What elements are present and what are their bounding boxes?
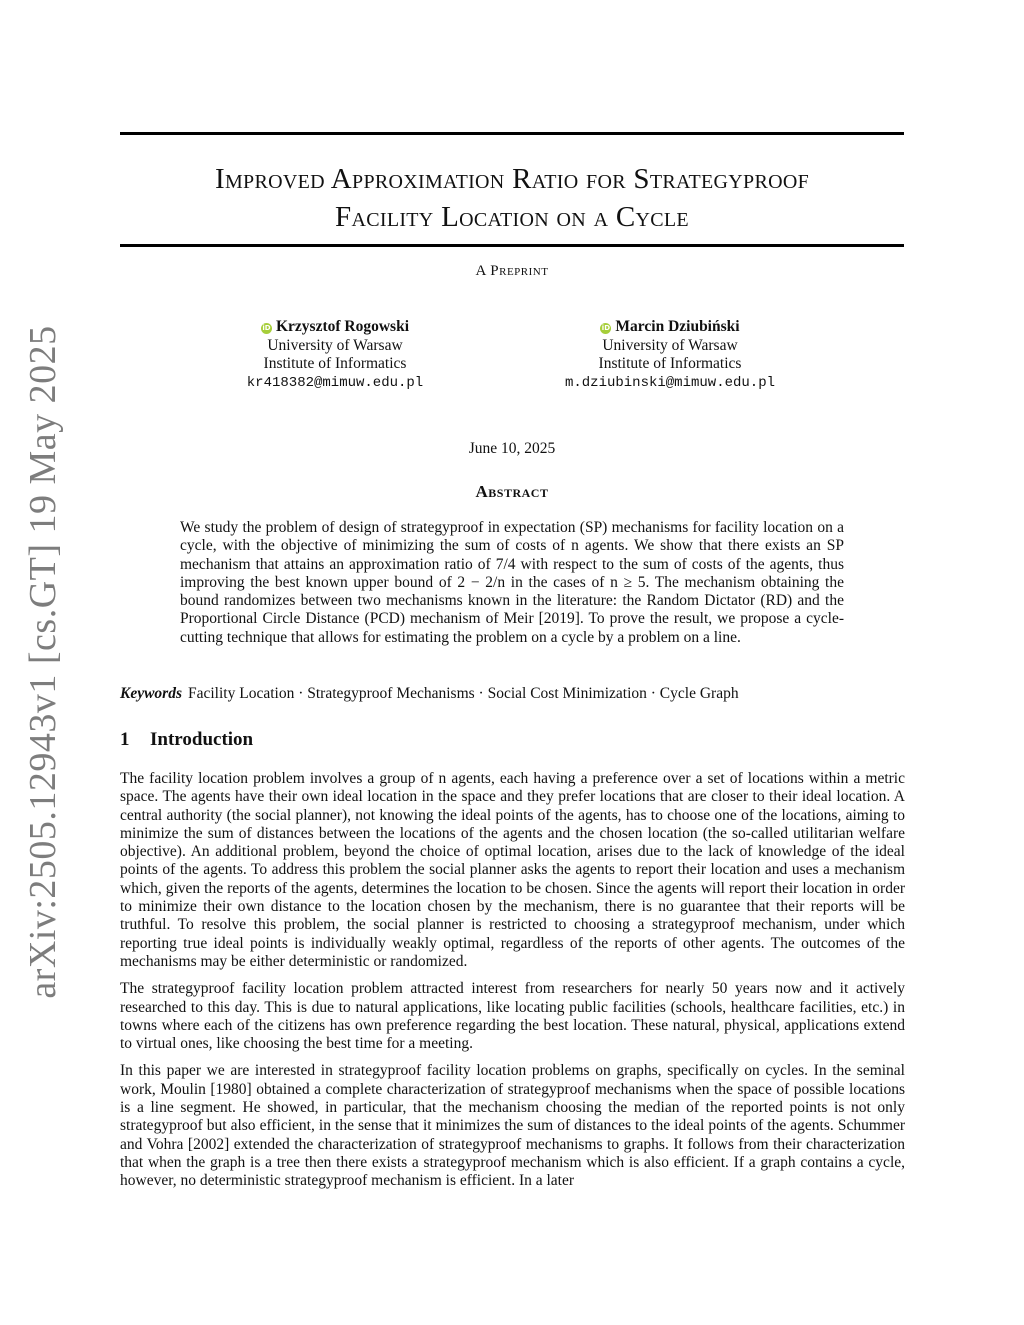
publication-date: June 10, 2025 [468,440,556,457]
author-name: Marcin Dziubiński [615,318,740,335]
orcid-icon[interactable]: iD [601,324,611,332]
section-number: 1 [120,729,130,750]
author-email[interactable]: m.dziubinski@mimuw.edu.pl [564,374,776,391]
author-email[interactable]: kr418382@mimuw.edu.pl [246,374,424,391]
author-institute: Institute of Informatics [263,355,407,372]
title-top-rule [120,132,904,135]
orcid-icon[interactable]: iD [262,324,271,332]
author-affiliation: University of Warsaw [602,336,738,354]
author-block-2 [520,318,820,392]
preprint-label: A Preprint [475,263,549,279]
author-affiliation: University of Warsaw [267,336,403,354]
paragraph: The facility location problem involves a group of n agents, each having a preference over a set of locations within a metric space. The agents have their own ideal location in the space and they prefer locations that are closer to their ideal location. A central authority (the social planner), not knowing the ideal points of the agents, has to choose one of the locations, aiming to minimize the sum of distances between the locations of the agents and the chosen location (the so-called utilitarian welfare objective). An additional problem, beyond the choice of optimal location, arises due to the lack of knowledge of the ideal points of the agents. To address this problem the social planner asks the agents to report their location and uses a mechanism which, given the reports of the agents, determines the location to be chosen. Since the agents will report their location in order to minimize their own distance to the location chosen by the mechanism, there is no guarantee that their reports will be truthful. To resolve this problem, the social planner is restricted to choosing a strategyproof mechanism, under which reporting true ideal points is individually weakly optimal, regardless of the reports of other agents. The outcomes of the mechanisms may be either deterministic or randomized. [120,770,905,970]
abstract-text: We study the problem of design of strategyproof in expectation (SP) mechanisms for facility location on a cycle, with the objective of minimizing the sum of costs of n agents. We show that there exists an SP mechanism that attains an approximation ratio of 7/4 with respect to the sum of costs of the agents, thus improving the best known upper bound of 2 − 2/n in the cases of n ≥ 5. The mechanism obtaining the bound randomizes between two mechanisms known in the literature: the Random Dictator (RD) and the Proportional Circle Distance (PCD) mechanism of Meir [2019]. To prove the result, we propose a cycle-cutting technique that allows for estimating the problem on a cycle by a problem on a line. [180,519,844,646]
body-text [120,770,905,1200]
section-title: Introduction [150,729,254,750]
arxiv-identifier: arXiv:2505.12943v1 [cs.GT] 19 May 2025 [22,325,64,999]
keywords-label: Keywords [120,685,182,702]
author-block-1 [185,318,485,392]
section-heading [120,729,904,751]
author-institute: Institute of Informatics [598,355,742,372]
keywords-line [120,685,904,703]
title-bottom-rule [120,244,904,247]
paragraph: In this paper we are interested in strategyproof facility location problems on graphs, specifically on cycles. In the seminal work, Moulin [1980] obtained a complete characterization of strategyproof mechanisms when the space of possible locations is a line segment. He showed, in particular, that the mechanism choosing the median of the reported points is not only strategyproof but also efficient, in the sense that it minimizes the sum of distances to the ideal points of the agents. Schummer and Vohra [2002] extended the characterization of strategyproof mechanisms to graphs. It follows from their characterization that when the graph is a tree then there exists a strategyproof mechanism which is also efficient. If a graph contains a cycle, however, no deterministic strategyproof mechanism is efficient. In a later [120,1062,905,1190]
author-name: Krzysztof Rogowski [275,318,410,335]
abstract-heading: Abstract [475,482,549,501]
title-line-2: Facility Location on a Cycle [335,201,689,233]
keywords-list: Facility Location · Strategyproof Mechanisms · Social Cost Minimization · Cycle Graph [188,685,739,702]
paper-title [120,160,904,236]
paragraph: The strategyproof facility location problem attracted interest from researchers for nearly 50 years now and it actively researched to this day. This is due to natural applications, like locating public facilities (schools, healthcare facilities, etc.) in towns where each of the citizens has own preference regarding the best location. These natural, physical, applications extend to virtual ones, like choosing the best time for a meeting. [120,980,905,1053]
title-line-1: Improved Approximation Ratio for Strategyproof [215,163,809,195]
